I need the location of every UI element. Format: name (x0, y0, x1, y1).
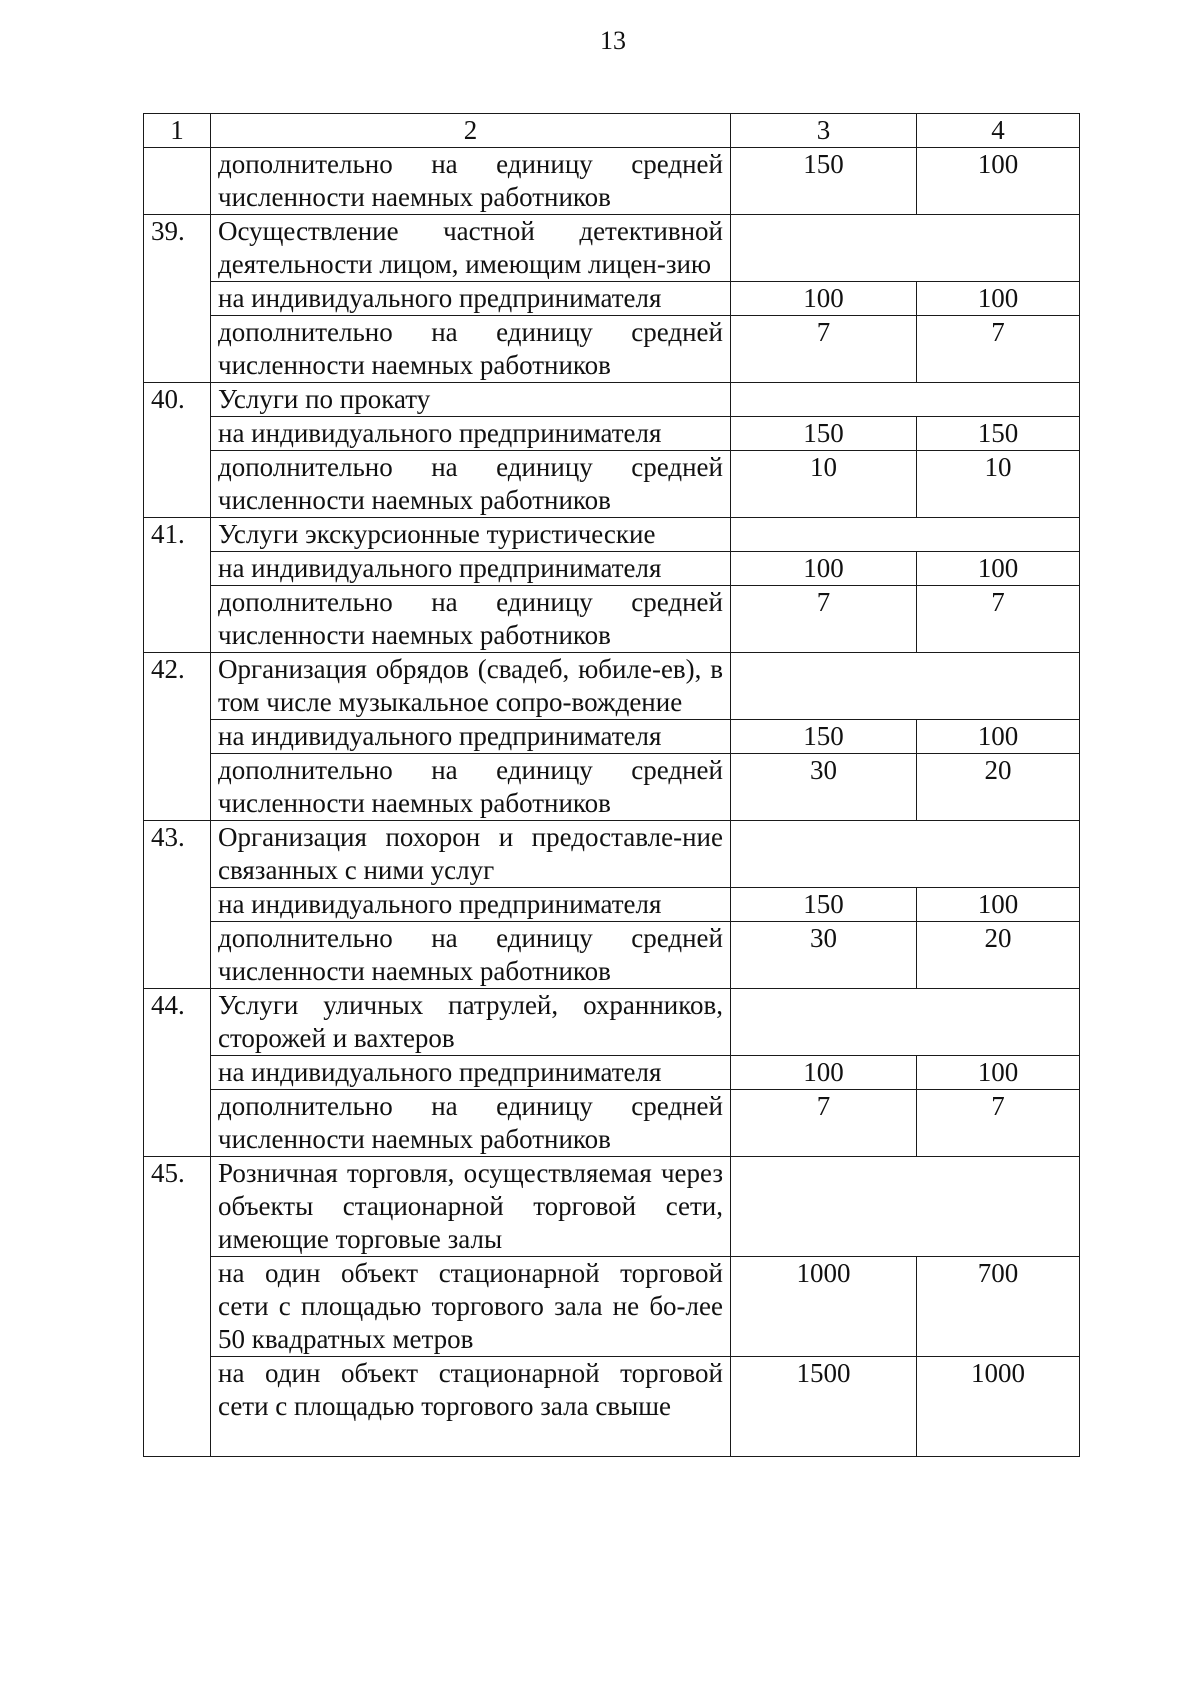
empty-value-cell (731, 653, 1080, 720)
row-text-cell: на индивидуального предпринимателя (211, 1056, 731, 1090)
header-cell: 1 (144, 114, 211, 148)
empty-value-cell (731, 1157, 1080, 1257)
col4-value-cell: 7 (917, 1090, 1080, 1157)
row-text-cell: Организация обрядов (свадеб, юбиле-ев), в том числе музыкальное сопро-вождение (211, 653, 731, 720)
col3-value-cell: 30 (731, 754, 917, 821)
tax-rates-table (143, 113, 1080, 1457)
table-row (144, 1090, 1080, 1157)
row-text-cell: дополнительно на единицу средней численности наемных работников (211, 316, 731, 383)
col3-value-cell: 1000 (731, 1257, 917, 1357)
row-text-cell: Услуги по прокату (211, 383, 731, 417)
empty-value-cell (731, 821, 1080, 888)
table-row (144, 922, 1080, 989)
table-row (144, 1157, 1080, 1257)
col4-value-cell: 20 (917, 922, 1080, 989)
col3-value-cell: 100 (731, 282, 917, 316)
col3-value-cell: 100 (731, 552, 917, 586)
table-row (144, 552, 1080, 586)
col4-value-cell: 100 (917, 148, 1080, 215)
row-text-cell: на один объект стационарной торговой сети с площадью торгового зала не бо-лее 50 квадратных метров (211, 1257, 731, 1357)
col3-value-cell: 150 (731, 417, 917, 451)
row-number-cell: 42. (144, 653, 211, 821)
col4-value-cell: 150 (917, 417, 1080, 451)
row-text-cell: на индивидуального предпринимателя (211, 552, 731, 586)
table-row (144, 1056, 1080, 1090)
table-row (144, 1357, 1080, 1457)
row-text-cell: Услуги уличных патрулей, охранников, сторожей и вахтеров (211, 989, 731, 1056)
col4-value-cell: 100 (917, 1056, 1080, 1090)
table-row (144, 720, 1080, 754)
empty-value-cell (731, 215, 1080, 282)
col4-value-cell: 1000 (917, 1357, 1080, 1457)
row-text-cell: на индивидуального предпринимателя (211, 888, 731, 922)
row-text-cell: дополнительно на единицу средней численности наемных работников (211, 754, 731, 821)
header-cell: 3 (731, 114, 917, 148)
col3-value-cell: 1500 (731, 1357, 917, 1457)
row-text-cell: на индивидуального предпринимателя (211, 720, 731, 754)
col3-value-cell: 150 (731, 888, 917, 922)
row-number-cell: 44. (144, 989, 211, 1157)
col4-value-cell: 20 (917, 754, 1080, 821)
empty-value-cell (731, 383, 1080, 417)
table-row (144, 417, 1080, 451)
table-row (144, 888, 1080, 922)
col4-value-cell: 100 (917, 720, 1080, 754)
table-row (144, 215, 1080, 282)
table-row (144, 282, 1080, 316)
page-number: 13 (600, 26, 626, 55)
row-text-cell: дополнительно на единицу средней численности наемных работников (211, 148, 731, 215)
table-row (144, 451, 1080, 518)
row-text-cell: дополнительно на единицу средней численности наемных работников (211, 451, 731, 518)
col3-value-cell: 100 (731, 1056, 917, 1090)
table-row (144, 148, 1080, 215)
table-row (144, 989, 1080, 1056)
table-row (144, 1257, 1080, 1357)
col3-value-cell: 10 (731, 451, 917, 518)
row-text-cell: на индивидуального предпринимателя (211, 282, 731, 316)
col3-value-cell: 7 (731, 316, 917, 383)
row-number-cell: 40. (144, 383, 211, 518)
table-row (144, 821, 1080, 888)
row-text-cell: Организация похорон и предоставле-ние связанных с ними услуг (211, 821, 731, 888)
row-number-cell: 45. (144, 1157, 211, 1457)
col4-value-cell: 7 (917, 316, 1080, 383)
row-text-cell: Услуги экскурсионные туристические (211, 518, 731, 552)
col4-value-cell: 100 (917, 552, 1080, 586)
col4-value-cell: 100 (917, 282, 1080, 316)
table-row (144, 518, 1080, 552)
row-text-cell: на индивидуального предпринимателя (211, 417, 731, 451)
table-row (144, 754, 1080, 821)
col3-value-cell: 30 (731, 922, 917, 989)
empty-value-cell (731, 989, 1080, 1056)
row-number-cell (144, 148, 211, 215)
row-text-cell: Розничная торговля, осуществляемая через объекты стационарной торговой сети, имеющие торговые залы (211, 1157, 731, 1257)
empty-value-cell (731, 518, 1080, 552)
row-number-cell: 39. (144, 215, 211, 383)
row-text-cell: Осуществление частной детективной деятельности лицом, имеющим лицен-зию (211, 215, 731, 282)
row-text-cell: дополнительно на единицу средней численности наемных работников (211, 922, 731, 989)
col3-value-cell: 7 (731, 586, 917, 653)
col4-value-cell: 100 (917, 888, 1080, 922)
col4-value-cell: 10 (917, 451, 1080, 518)
col3-value-cell: 150 (731, 720, 917, 754)
header-cell: 2 (211, 114, 731, 148)
table-row (144, 586, 1080, 653)
table-header-row (144, 114, 1080, 148)
table-row (144, 653, 1080, 720)
row-number-cell: 41. (144, 518, 211, 653)
row-text-cell: дополнительно на единицу средней численности наемных работников (211, 586, 731, 653)
col4-value-cell: 700 (917, 1257, 1080, 1357)
col4-value-cell: 7 (917, 586, 1080, 653)
row-text-cell: на один объект стационарной торговой сети с площадью торгового зала свыше (211, 1357, 731, 1457)
table-row (144, 383, 1080, 417)
header-cell: 4 (917, 114, 1080, 148)
row-text-cell: дополнительно на единицу средней численности наемных работников (211, 1090, 731, 1157)
col3-value-cell: 7 (731, 1090, 917, 1157)
table-row (144, 316, 1080, 383)
row-number-cell: 43. (144, 821, 211, 989)
col3-value-cell: 150 (731, 148, 917, 215)
